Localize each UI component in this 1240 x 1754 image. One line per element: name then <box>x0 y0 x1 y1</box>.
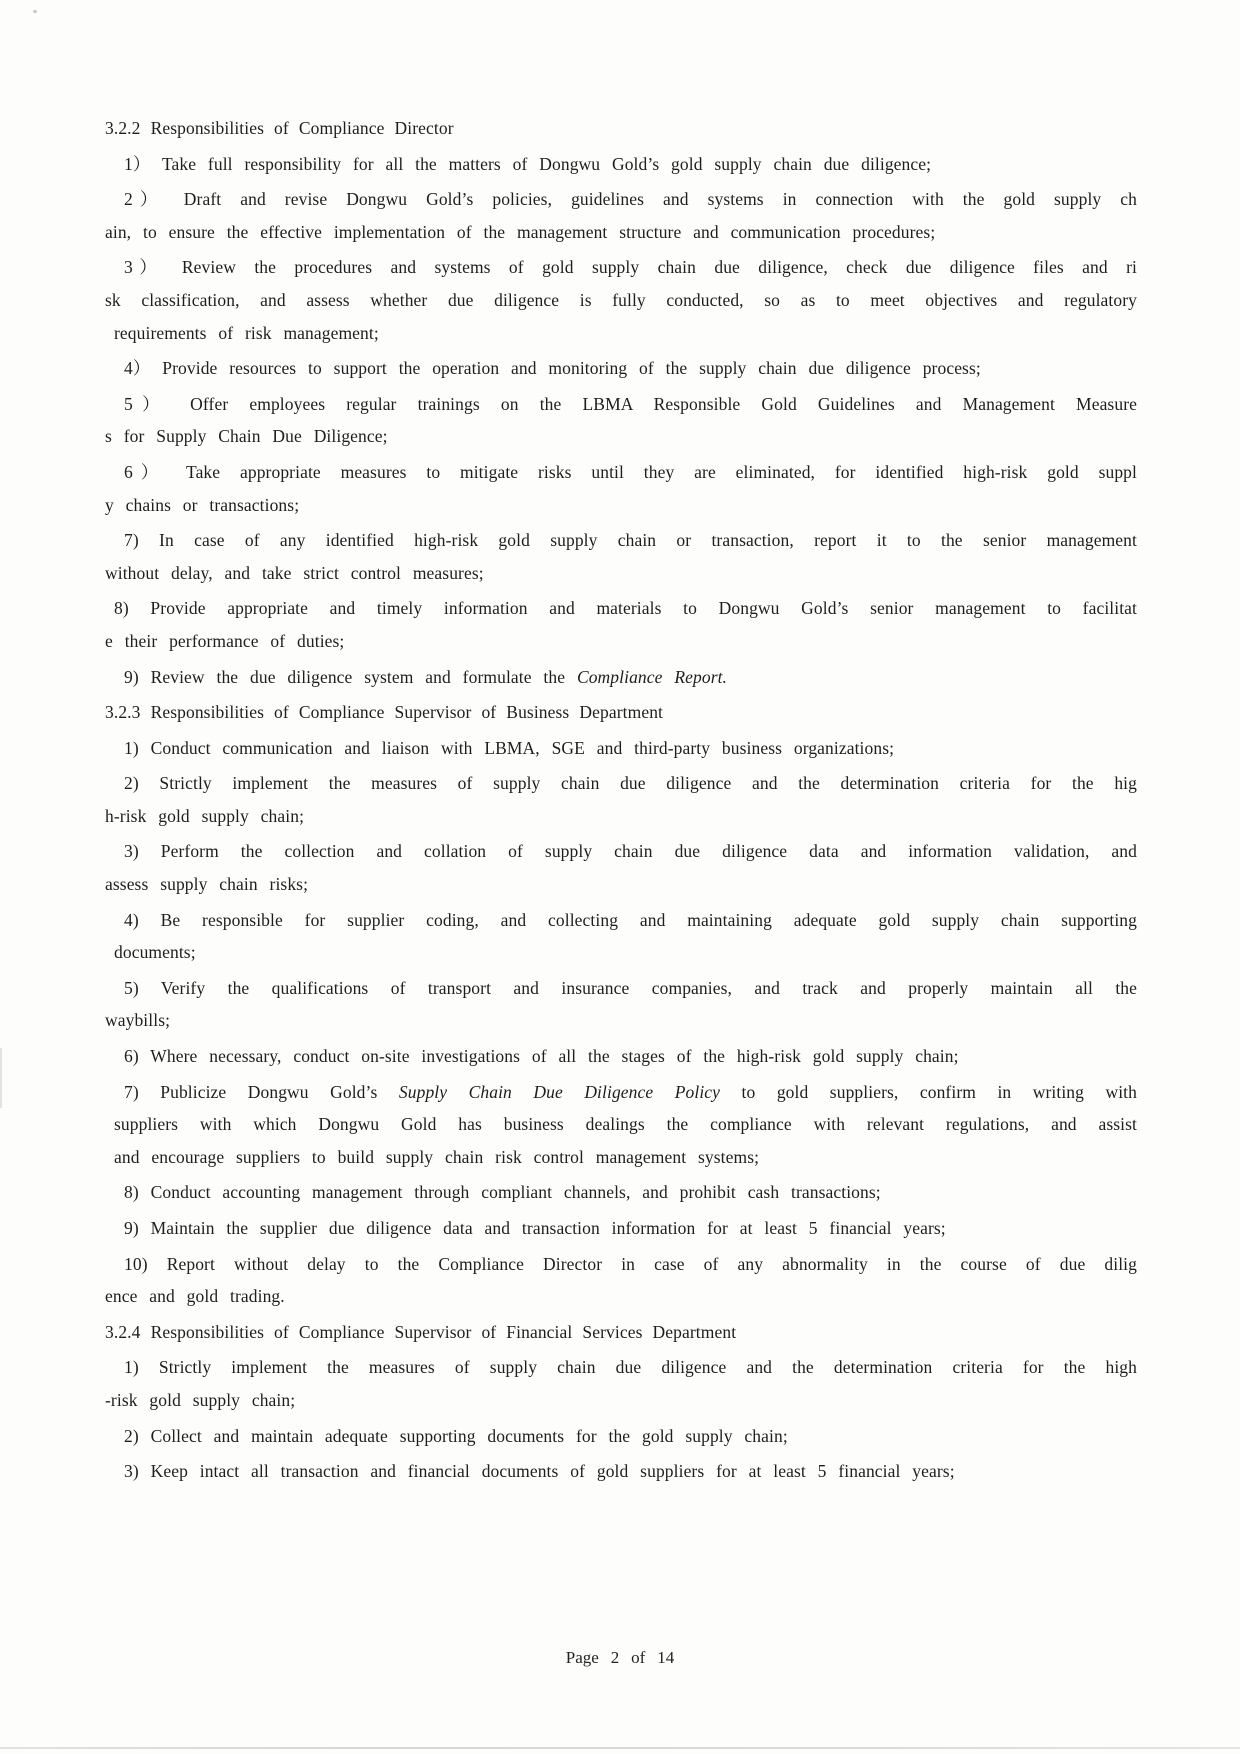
text-line <box>105 1040 1137 1073</box>
text-line <box>105 592 1137 625</box>
text-line <box>105 835 1137 868</box>
text-run: 3） Review the procedures and systems of gold supply chain due diligence, check due diligence files and ri <box>124 257 1137 278</box>
text-run: 9) Review the due diligence system and formulate the <box>124 666 577 687</box>
text-line <box>105 732 1137 765</box>
text-run: 4) Be responsible for supplier coding, and collecting and maintaining adequate gold supply chain supporting <box>124 909 1137 930</box>
text-line <box>105 904 1137 937</box>
text-run: 5） Offer employees regular trainings on the LBMA Responsible Gold Guidelines and Management Measure <box>124 393 1137 414</box>
text-line <box>105 661 1137 694</box>
text-line <box>105 1316 1137 1349</box>
text-line <box>105 489 1137 522</box>
text-line <box>105 388 1137 421</box>
text-line <box>105 251 1137 284</box>
paragraph <box>105 251 1137 349</box>
text-run: and encourage suppliers to build supply chain risk control management systems; <box>114 1146 760 1167</box>
text-line <box>105 456 1137 489</box>
paragraph <box>105 456 1137 521</box>
paragraph <box>105 148 1137 181</box>
section-heading <box>105 696 1137 729</box>
paragraph <box>105 1351 1137 1416</box>
text-line <box>105 1141 1137 1174</box>
text-run: 3.2.4 Responsibilities of Compliance Supervisor of Financial Services Department <box>105 1321 737 1342</box>
text-run: 3.2.3 Responsibilities of Compliance Supervisor of Business Department <box>105 702 664 723</box>
text-line <box>105 868 1137 901</box>
text-run: 3.2.2 Responsibilities of Compliance Director <box>105 118 454 138</box>
paragraph <box>105 524 1137 589</box>
paragraph <box>105 1076 1137 1174</box>
text-line <box>105 1420 1137 1453</box>
text-run: y chains or transactions; <box>105 494 300 515</box>
text-run: 4） Provide resources to support the operation and monitoring of the supply chain due diligence process; <box>124 358 981 379</box>
paragraph <box>105 835 1137 900</box>
text-run: ence and gold trading. <box>105 1286 285 1307</box>
text-run: -risk gold supply chain; <box>105 1389 296 1410</box>
text-run: 8) Conduct accounting management through compliant channels, and prohibit cash transactions; <box>124 1182 881 1203</box>
paragraph <box>105 904 1137 969</box>
text-line <box>105 625 1137 658</box>
paragraph <box>105 592 1137 657</box>
text-line <box>105 216 1137 249</box>
text-line <box>105 317 1137 350</box>
text-run: 6) Where necessary, conduct on-site investigations of all the stages of the high-risk gold supply chain; <box>124 1046 959 1067</box>
paragraph <box>105 1455 1137 1488</box>
paragraph <box>105 767 1137 832</box>
text-run: assess supply chain risks; <box>105 874 309 895</box>
text-line <box>105 1280 1137 1313</box>
text-run: ain, to ensure the effective implementation of the management structure and communication procedures; <box>105 221 936 242</box>
text-run: 1) Conduct communication and liaison with LBMA, SGE and third-party business organizations; <box>124 737 895 758</box>
text-line <box>105 1176 1137 1209</box>
paragraph <box>105 1040 1137 1073</box>
paragraph <box>105 1176 1137 1209</box>
text-line <box>105 112 1137 145</box>
text-run: 2) Strictly implement the measures of supply chain due diligence and the determination criteria for the hig <box>124 773 1137 794</box>
scan-speck <box>33 10 37 13</box>
text-run: s for Supply Chain Due Diligence; <box>105 426 388 447</box>
text-line <box>105 148 1137 181</box>
text-run: 2） Draft and revise Dongwu Gold’s policies, guidelines and systems in connection with the gold supply ch <box>124 189 1137 210</box>
text-line <box>105 183 1137 216</box>
text-run: 1） Take full responsibility for all the matters of Dongwu Gold’s gold supply chain due diligence; <box>124 153 932 174</box>
paragraph <box>105 661 1137 694</box>
italic-text: Supply Chain Due Diligence Policy <box>398 1081 721 1102</box>
text-run: 8) Provide appropriate and timely information and materials to Dongwu Gold’s senior management to facilitat <box>114 598 1137 619</box>
text-line <box>105 696 1137 729</box>
text-line <box>105 1076 1137 1109</box>
text-run: 2) Collect and maintain adequate supporting documents for the gold supply chain; <box>124 1425 788 1446</box>
paragraph <box>105 388 1137 453</box>
paragraph <box>105 352 1137 385</box>
text-line <box>105 284 1137 317</box>
text-line <box>105 352 1137 385</box>
text-line <box>105 1351 1137 1384</box>
text-run: to gold suppliers, confirm in writing with <box>720 1081 1137 1102</box>
paragraph <box>105 1420 1137 1453</box>
text-line <box>105 557 1137 590</box>
text-run: h-risk gold supply chain; <box>105 805 305 826</box>
section-heading <box>105 112 1137 145</box>
paragraph <box>105 972 1137 1037</box>
text-line <box>105 1212 1137 1245</box>
text-run: requirements of risk management; <box>114 322 379 343</box>
text-line <box>105 524 1137 557</box>
text-line <box>105 1384 1137 1417</box>
scan-artifact-left <box>0 1048 2 1108</box>
text-run: e their performance of duties; <box>105 630 345 651</box>
text-line <box>105 1248 1137 1281</box>
text-line <box>105 420 1137 453</box>
text-run: 3) Keep intact all transaction and financial documents of gold suppliers for at least 5 financial years; <box>124 1461 955 1482</box>
document-body <box>105 112 1137 1491</box>
text-run: 1) Strictly implement the measures of supply chain due diligence and the determination criteria for the high <box>124 1357 1137 1378</box>
text-line <box>105 1108 1137 1141</box>
text-run: 10) Report without delay to the Compliance Director in case of any abnormality in the course of due dilig <box>124 1253 1137 1274</box>
text-line <box>105 767 1137 800</box>
text-run: waybills; <box>105 1010 171 1031</box>
text-line <box>105 1004 1137 1037</box>
text-run: 6） Take appropriate measures to mitigate risks until they are eliminated, for identified high-risk gold suppl <box>124 461 1137 482</box>
text-run: 9) Maintain the supplier due diligence data and transaction information for at least 5 financial years; <box>124 1218 946 1238</box>
text-run: 7) In case of any identified high-risk gold supply chain or transaction, report it to the senior management <box>124 530 1137 551</box>
text-run: 3) Perform the collection and collation of supply chain due diligence data and information validation, and <box>124 841 1137 862</box>
text-run: without delay, and take strict control measures; <box>105 562 484 583</box>
scan-page-edge <box>0 1747 1240 1749</box>
paragraph <box>105 1212 1137 1245</box>
text-line <box>105 1455 1137 1488</box>
section-heading <box>105 1316 1137 1349</box>
paragraph <box>105 183 1137 248</box>
text-run: 7) Publicize Dongwu Gold’s <box>124 1081 399 1102</box>
paragraph <box>105 1248 1137 1313</box>
text-line <box>105 936 1137 969</box>
text-line <box>105 800 1137 833</box>
text-run: sk classification, and assess whether due diligence is fully conducted, so as to meet objectives and regulatory <box>105 289 1137 310</box>
text-run: 5) Verify the qualifications of transport and insurance companies, and track and properly maintain all the <box>124 977 1137 998</box>
text-line <box>105 972 1137 1005</box>
page-number: Page 2 of 14 <box>565 1648 675 1667</box>
paragraph <box>105 732 1137 765</box>
italic-text: Compliance Report. <box>576 666 728 687</box>
text-run: documents; <box>114 942 196 963</box>
text-run: suppliers with which Dongwu Gold has business dealings the compliance with relevant regulations, and assist <box>114 1114 1137 1135</box>
